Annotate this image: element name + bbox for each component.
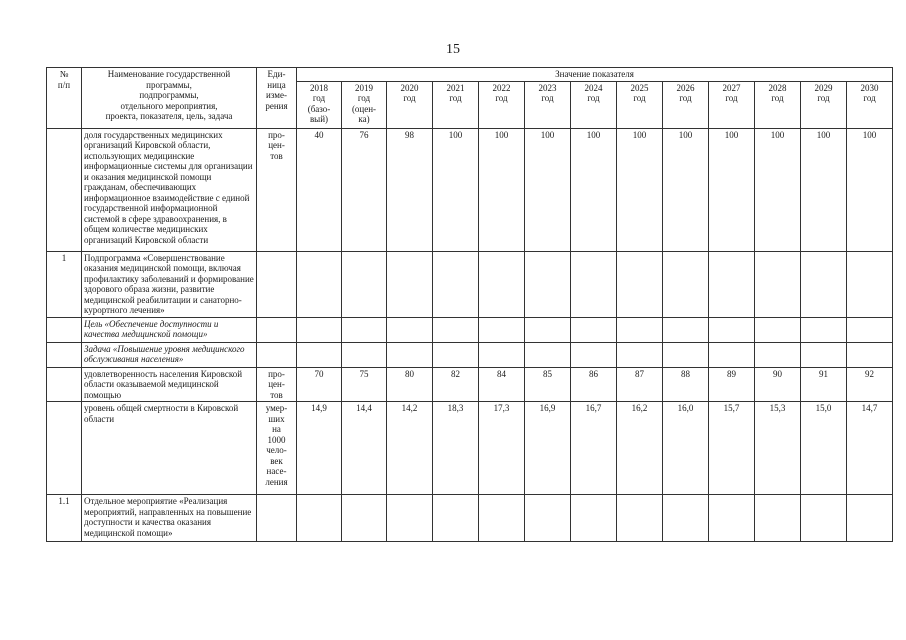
row-value: [479, 251, 525, 317]
row-unit: [257, 317, 297, 342]
row-unit: [257, 342, 297, 367]
row-value: [801, 251, 847, 317]
row-value: [342, 495, 387, 542]
row-value: [709, 495, 755, 542]
row-name: удовлетворенность населения Кировской области оказываемой медицинской помощью: [82, 367, 257, 402]
row-value: [525, 251, 571, 317]
row-value: [571, 251, 617, 317]
row-value: [617, 317, 663, 342]
row-value: 14,2: [387, 402, 433, 495]
header-year: 2020 год: [387, 81, 433, 128]
row-value: 88: [663, 367, 709, 402]
row-unit: про- цен- тов: [257, 367, 297, 402]
row-name: Подпрограмма «Совершенствование оказания медицинской помощи, включая профилактику заболеваний и формирование здорового образа жизни, развитие медицинской реабилитации и санаторно-курортного лечения»: [82, 251, 257, 317]
row-num: [47, 317, 82, 342]
row-value: [297, 342, 342, 367]
row-num: 1: [47, 251, 82, 317]
row-value: [571, 495, 617, 542]
row-value: 85: [525, 367, 571, 402]
row-value: [617, 342, 663, 367]
row-value: 15,3: [755, 402, 801, 495]
row-value: [801, 317, 847, 342]
header-name: Наименование государственной программы, подпрограммы, отдельного мероприятия, проекта, показателя, цель, задача: [82, 68, 257, 129]
header-year: 2019 год (оцен- ка): [342, 81, 387, 128]
row-value: [433, 495, 479, 542]
header-year: 2025 год: [617, 81, 663, 128]
row-name: Отдельное мероприятие «Реализация мероприятий, направленных на повышение доступности и качества оказания медицинской помощи»: [82, 495, 257, 542]
header-values-title: Значение показателя: [297, 68, 893, 82]
table-row: [47, 317, 893, 342]
row-value: [663, 342, 709, 367]
row-num: [47, 367, 82, 402]
header-year: 2027 год: [709, 81, 755, 128]
row-value: [663, 495, 709, 542]
row-value: [433, 342, 479, 367]
row-value: 86: [571, 367, 617, 402]
row-name: Цель «Обеспечение доступности и качества медицинской помощи»: [82, 317, 257, 342]
row-name: Задача «Повышение уровня медицинского обслуживания населения»: [82, 342, 257, 367]
row-value: 87: [617, 367, 663, 402]
row-value: [433, 251, 479, 317]
row-value: 16,0: [663, 402, 709, 495]
row-value: 16,9: [525, 402, 571, 495]
header-year: 2029 год: [801, 81, 847, 128]
table-row: [47, 367, 893, 402]
row-value: [342, 342, 387, 367]
row-value: [525, 342, 571, 367]
row-value: [297, 495, 342, 542]
row-value: 100: [709, 128, 755, 251]
row-value: [479, 342, 525, 367]
row-value: 16,7: [571, 402, 617, 495]
row-num: 1.1: [47, 495, 82, 542]
row-value: [617, 251, 663, 317]
header-year: 2028 год: [755, 81, 801, 128]
row-value: [847, 495, 893, 542]
row-value: [847, 251, 893, 317]
header-unit: Еди- ница изме- рения: [257, 68, 297, 129]
row-value: 76: [342, 128, 387, 251]
row-value: 18,3: [433, 402, 479, 495]
row-num: [47, 128, 82, 251]
row-value: [709, 342, 755, 367]
row-value: 14,9: [297, 402, 342, 495]
row-unit: умер- ших на 1000 чело- век насе- ления: [257, 402, 297, 495]
row-value: 14,7: [847, 402, 893, 495]
row-value: 89: [709, 367, 755, 402]
row-value: [297, 317, 342, 342]
header-year: 2024 год: [571, 81, 617, 128]
row-value: 100: [847, 128, 893, 251]
row-unit: [257, 251, 297, 317]
table-row: [47, 342, 893, 367]
row-value: [801, 342, 847, 367]
row-value: [342, 317, 387, 342]
row-value: 100: [479, 128, 525, 251]
header-year: 2021 год: [433, 81, 479, 128]
row-value: [342, 251, 387, 317]
indicators-table: [46, 67, 893, 542]
row-value: [525, 317, 571, 342]
row-value: [755, 251, 801, 317]
row-value: 100: [433, 128, 479, 251]
row-num: [47, 342, 82, 367]
row-value: 16,2: [617, 402, 663, 495]
header-year: 2023 год: [525, 81, 571, 128]
header-year: 2030 год: [847, 81, 893, 128]
row-value: 15,7: [709, 402, 755, 495]
row-value: [755, 317, 801, 342]
table-row: [47, 495, 893, 542]
row-value: 90: [755, 367, 801, 402]
table-row: [47, 251, 893, 317]
row-value: 75: [342, 367, 387, 402]
header-num: № п/п: [47, 68, 82, 129]
row-name: уровень общей смертности в Кировской области: [82, 402, 257, 495]
row-value: 17,3: [479, 402, 525, 495]
row-value: [479, 317, 525, 342]
row-value: [525, 495, 571, 542]
row-value: 100: [755, 128, 801, 251]
row-value: [847, 342, 893, 367]
row-value: [709, 251, 755, 317]
row-unit: [257, 495, 297, 542]
row-value: 100: [801, 128, 847, 251]
row-value: [617, 495, 663, 542]
header-year: 2022 год: [479, 81, 525, 128]
row-value: [847, 317, 893, 342]
row-value: [663, 251, 709, 317]
row-value: 92: [847, 367, 893, 402]
page-number: 15: [446, 42, 460, 57]
row-value: 98: [387, 128, 433, 251]
row-value: 14,4: [342, 402, 387, 495]
header-year: 2018 год (базо- вый): [297, 81, 342, 128]
row-value: [571, 342, 617, 367]
row-value: 100: [617, 128, 663, 251]
table-row: [47, 402, 893, 495]
row-value: 100: [525, 128, 571, 251]
row-value: 84: [479, 367, 525, 402]
row-value: [387, 495, 433, 542]
row-value: 82: [433, 367, 479, 402]
row-num: [47, 402, 82, 495]
row-value: [479, 495, 525, 542]
row-value: [571, 317, 617, 342]
row-value: 70: [297, 367, 342, 402]
row-value: [387, 342, 433, 367]
row-value: [433, 317, 479, 342]
row-unit: про- цен- тов: [257, 128, 297, 251]
header-row: [47, 68, 893, 82]
row-value: [663, 317, 709, 342]
row-name: доля государственных медицинских организаций Кировской области, использующих медицинские информационные системы для организации и оказания медицинской помощи гражданам, обеспечивающих информационное взаимодействие с единой государственной информационной системой в сфере здравоохранения, в общем количестве медицинских организаций Кировской области: [82, 128, 257, 251]
row-value: [297, 251, 342, 317]
table-row: [47, 128, 893, 251]
row-value: [755, 342, 801, 367]
row-value: [801, 495, 847, 542]
row-value: 15,0: [801, 402, 847, 495]
header-year: 2026 год: [663, 81, 709, 128]
row-value: 40: [297, 128, 342, 251]
row-value: [387, 251, 433, 317]
row-value: 100: [571, 128, 617, 251]
row-value: 100: [663, 128, 709, 251]
row-value: [387, 317, 433, 342]
row-value: 80: [387, 367, 433, 402]
row-value: [755, 495, 801, 542]
row-value: [709, 317, 755, 342]
row-value: 91: [801, 367, 847, 402]
